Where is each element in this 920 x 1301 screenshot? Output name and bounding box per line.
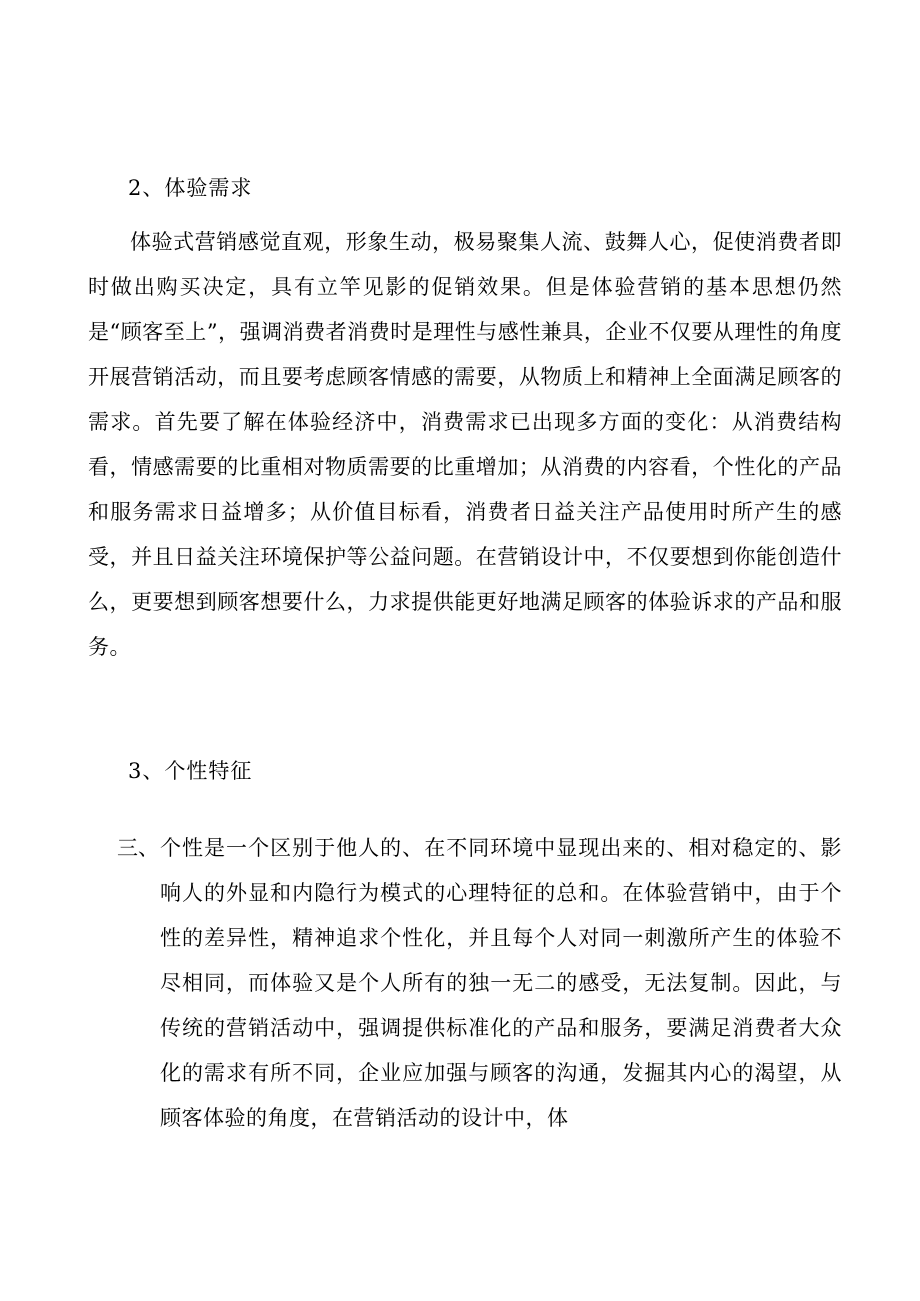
paragraph-personality-traits: 个性是一个区别于他人的、在不同环境中显现出来的、相对稳定的、影响人的外显和内隐行为模式的心理特征的总和。在体验营销中，由于个性的差异性，精神追求个性化，并且每个人对同一刺激所产生的体验不尽相同，而体验又是个人所有的独一无二的感受，无法复制。因此，与传统的营销活动中，强调提供标准化的产品和服务，要满足消费者大众化的需求有所不同，企业应加强与顾客的沟通，发掘其内心的渴望，从顾客体验的角度，在营销活动的设计中，体	[160, 836, 842, 1130]
paragraph-experience-needs: 体验式营销感觉直观，形象生动，极易聚集人流、鼓舞人心，促使消费者即时做出购买决定，具有立竿见影的促销效果。但是体验营销的基本思想仍然是“顾客至上”，强调消费者消费时是理性与感性兼具，企业不仅要从理性的角度开展营销活动，而且要考虑顾客情感的需要，从物质上和精神上全面满足顾客的需求。首先要了解在体验经济中，消费需求已出现多方面的变化：从消费结构看，情感需要的比重相对物质需要的比重增加；从消费的内容看，个性化的产品和服务需求日益增多；从价值目标看，消费者日益关注产品使用时所产生的感受，并且日益关注环境保护等公益问题。在营销设计中，不仅要想到你能创造什么，更要想到顾客想要什么，力求提供能更好地满足顾客的体验诉求的产品和服务。	[88, 230, 842, 659]
section-heading-personality-traits: 3、个性特征	[128, 759, 253, 783]
section-heading-experience-needs: 2、体验需求	[128, 176, 253, 200]
list-marker: 三、	[117, 836, 159, 860]
